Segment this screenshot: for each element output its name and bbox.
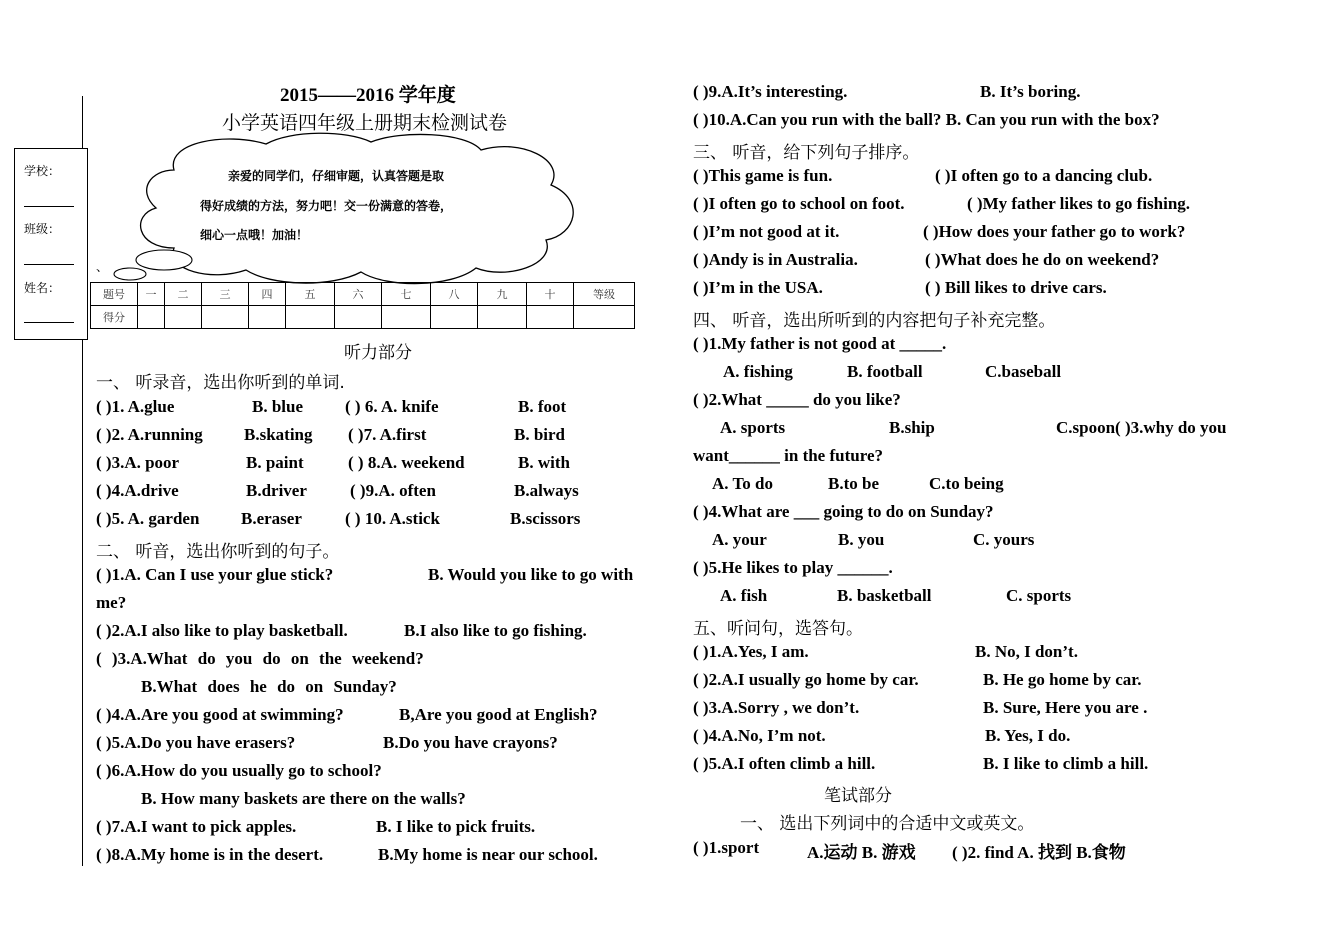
question-item: ( )4.A.No, I’m not. [693, 726, 826, 745]
score-cell: 三 [202, 283, 249, 306]
score-input-cell[interactable] [527, 306, 574, 329]
question-item: ( )2.What _____ do you like? [693, 390, 901, 409]
question-item: ( )4.What are ___ going to do on Sunday? [693, 502, 994, 521]
name-blank[interactable] [24, 322, 74, 323]
score-header-row [91, 283, 635, 306]
question-item: ( )5.A.I often climb a hill. [693, 754, 876, 773]
question-item: B. I like to climb a hill. [983, 754, 1149, 773]
score-input-cell[interactable] [574, 306, 635, 329]
question-item: ( )1. A.glue [96, 397, 175, 416]
question-item: B. How many baskets are there on the walls? [141, 789, 466, 808]
question-item: ( )7. A.first [348, 425, 427, 444]
school-blank[interactable] [24, 206, 74, 207]
question-item: B. paint [246, 453, 304, 472]
score-cell: 等级 [574, 283, 635, 306]
question-item: want______ in the future? [693, 446, 883, 465]
section-2-heading: 二、 听音，选出你听到的句子。 [96, 542, 340, 562]
question-item: ( )4.A.Are you good at swimming? [96, 705, 344, 724]
answer-option: C.baseball [985, 362, 1062, 381]
class-label: 班级： [24, 222, 61, 236]
score-cell: 九 [478, 283, 527, 306]
question-item: ( ) 10. A.stick [345, 509, 440, 528]
score-input-cell[interactable] [382, 306, 431, 329]
score-cell: 二 [165, 283, 202, 306]
score-cell: 四 [249, 283, 286, 306]
score-input-cell[interactable] [335, 306, 382, 329]
question-item: B. I like to pick fruits. [376, 817, 536, 836]
name-label: 姓名： [24, 281, 61, 295]
question-item: ( )7.A.I want to pick apples. [96, 817, 297, 836]
question-item: me? [96, 593, 127, 612]
cloud-line-3: 细心一点哦！加油！ [200, 228, 309, 242]
question-item: ( )9.A.It’s interesting. [693, 82, 848, 101]
question-item: B.What does he do on Sunday? [141, 677, 397, 696]
question-item: ( ) 6. A. knife [345, 397, 439, 416]
score-input-cell[interactable] [249, 306, 286, 329]
question-item: B,Are you good at English? [399, 705, 598, 724]
class-blank[interactable] [24, 264, 74, 265]
answer-option: B. you [838, 530, 885, 549]
question-item: ( )5. A. garden [96, 509, 200, 528]
question-item: ( ) Bill likes to drive cars. [925, 278, 1107, 297]
cloud-mark: 、 [96, 260, 109, 274]
school-year: 2015——2016 学年度 [280, 85, 456, 106]
cloud-line-2: 得好成绩的方法，努力吧！交一份满意的答卷， [200, 199, 453, 213]
question-item: B.scissors [510, 509, 581, 528]
score-input-cell[interactable] [202, 306, 249, 329]
answer-option: A. sports [720, 418, 786, 437]
section-1-heading: 一、 听录音，选出你听到的单词. [96, 373, 345, 393]
question-item: ( )1.My father is not good at _____. [693, 334, 947, 353]
answer-option: A. fishing [723, 362, 793, 381]
question-item: ( )1.sport [693, 838, 760, 857]
question-item: B.I also like to go fishing. [404, 621, 587, 640]
score-input-cell[interactable] [286, 306, 335, 329]
question-item: ( )3.A.What do you do on the weekend? [96, 649, 424, 668]
question-item: ( )1.A.Yes, I am. [693, 642, 809, 661]
cloud-line-1: 亲爱的同学们，仔细审题，认真答题是取 [228, 169, 445, 183]
question-item: B. with [518, 453, 570, 472]
question-item: B.always [514, 481, 579, 500]
page-title: 小学英语四年级上册期末检测试卷 [222, 112, 508, 134]
score-input-cell[interactable] [478, 306, 527, 329]
question-item: ( )2.A.I usually go home by car. [693, 670, 919, 689]
question-item: ( )4.A.drive [96, 481, 179, 500]
question-item: ( )Andy is in Australia. [693, 250, 858, 269]
listening-title: 听力部分 [344, 343, 412, 363]
question-item: B.eraser [241, 509, 302, 528]
question-item: ( )How does your father go to work? [923, 222, 1186, 241]
question-item: B.driver [246, 481, 307, 500]
question-item: B. blue [252, 397, 304, 416]
answer-option: A. To do [712, 474, 773, 493]
question-item: B. It’s boring. [980, 82, 1081, 101]
score-cell: 题号 [91, 283, 138, 306]
question-item: B. Would you like to go with [428, 565, 634, 584]
answer-option: C.to being [929, 474, 1004, 493]
question-item: ( )9.A. often [350, 481, 436, 500]
question-item: ( )3.A. poor [96, 453, 180, 472]
question-item: ( )10.A.Can you run with the ball? B. Can you run with the box? [693, 110, 1160, 129]
answer-option: B.ship [889, 418, 935, 437]
question-item: ( )6.A.How do you usually go to school? [96, 761, 382, 780]
question-item: B.Do you have crayons? [383, 733, 558, 752]
question-item: ( )What does he do on weekend? [925, 250, 1160, 269]
question-item: ( ) 8.A. weekend [348, 453, 465, 472]
answer-option: B. basketball [837, 586, 932, 605]
section-3-heading: 三、 听音，给下列句子排序。 [693, 143, 920, 163]
score-input-cell[interactable] [138, 306, 165, 329]
answer-option: C.spoon( )3.why do you [1056, 418, 1227, 437]
question-item: ( )5.He likes to play ______. [693, 558, 893, 577]
score-cell: 十 [527, 283, 574, 306]
question-item: ( )2. find A. 找到 B.食物 [952, 843, 1126, 862]
answer-option: B.to be [828, 474, 879, 493]
answer-option: C. yours [973, 530, 1035, 549]
question-item: B. He go home by car. [983, 670, 1142, 689]
question-item: ( )1.A. Can I use your glue stick? [96, 565, 334, 584]
question-item: B. foot [518, 397, 567, 416]
question-item: A.运动 B. 游戏 [807, 843, 916, 862]
score-cell: 七 [382, 283, 431, 306]
question-item: ( )I often go to a dancing club. [935, 166, 1153, 185]
score-table [90, 282, 635, 329]
answer-option: A. fish [720, 586, 768, 605]
score-cell: 得分 [91, 306, 138, 329]
question-item: B. bird [514, 425, 566, 444]
score-cell: 五 [286, 283, 335, 306]
question-item: ( )3.A.Sorry , we don’t. [693, 698, 860, 717]
question-item: ( )I often go to school on foot. [693, 194, 905, 213]
question-item: B.skating [244, 425, 313, 444]
question-item: B. Yes, I do. [985, 726, 1071, 745]
question-item: ( )2. A.running [96, 425, 203, 444]
question-item: ( )5.A.Do you have erasers? [96, 733, 296, 752]
writing-title: 笔试部分 [824, 786, 892, 806]
question-item: ( )My father likes to go fishing. [967, 194, 1191, 213]
score-input-cell[interactable] [431, 306, 478, 329]
answer-option: C. sports [1006, 586, 1072, 605]
question-item: B.My home is near our school. [378, 845, 598, 864]
score-cell: 一 [138, 283, 165, 306]
question-item: ( )I’m not good at it. [693, 222, 840, 241]
score-value-row [91, 306, 635, 329]
section-4-heading: 四、 听音，选出所听到的内容把句子补充完整。 [693, 311, 1056, 331]
score-cell: 八 [431, 283, 478, 306]
score-cell: 六 [335, 283, 382, 306]
section-5-heading: 五、听问句，选答句。 [693, 619, 863, 639]
question-item: ( )I’m in the USA. [693, 278, 823, 297]
question-item: ( )This game is fun. [693, 166, 833, 185]
question-item: ( )2.A.I also like to play basketball. [96, 621, 348, 640]
answer-option: B. football [847, 362, 923, 381]
answer-option: A. your [712, 530, 767, 549]
question-item: ( )8.A.My home is in the desert. [96, 845, 324, 864]
question-item: B. Sure, Here you are . [983, 698, 1148, 717]
school-label: 学校： [24, 164, 61, 178]
question-item: B. No, I don’t. [975, 642, 1078, 661]
writing-section-1-heading: 一、 选出下列词中的合适中文或英文。 [740, 814, 1035, 834]
score-input-cell[interactable] [165, 306, 202, 329]
